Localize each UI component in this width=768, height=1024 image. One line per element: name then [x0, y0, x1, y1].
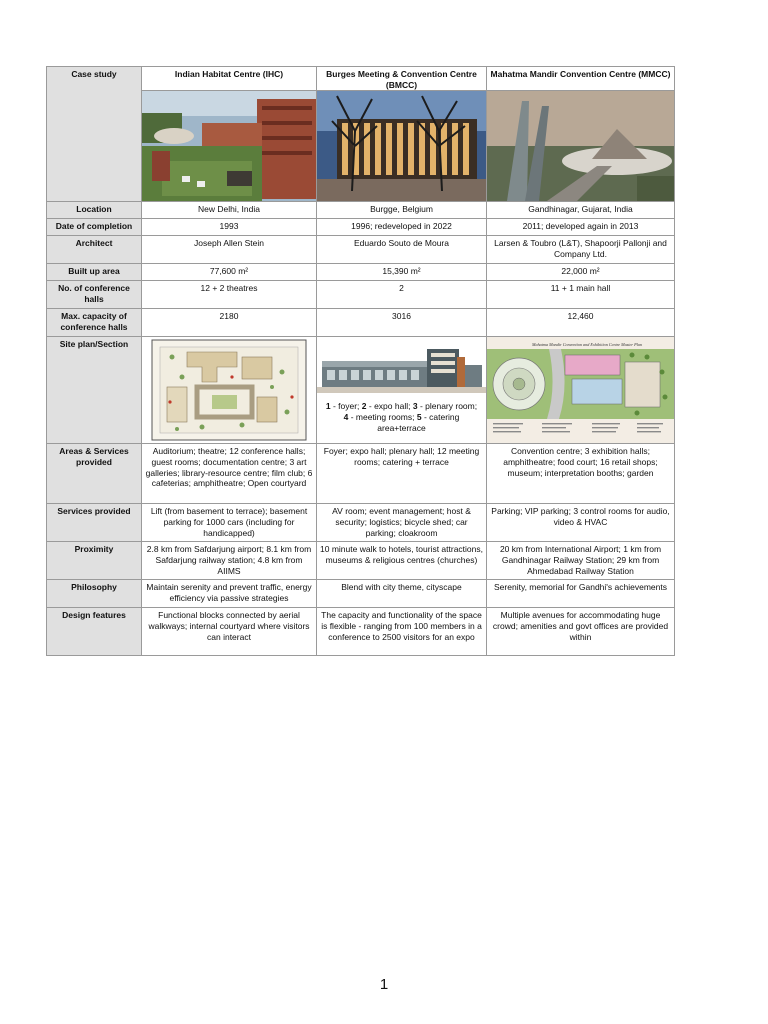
- mmcc-master-plan-cell: [487, 337, 675, 444]
- mmcc-cell: 20 km from International Airport; 1 km from Gandhinagar Railway Station; 29 km from Ahmedabad Railway Station: [487, 542, 675, 580]
- row-label: Built up area: [47, 264, 142, 281]
- ihc-cell: Functional blocks connected by aerial walkways; internal courtyard where visitors can interact: [142, 608, 317, 656]
- header-case-study: Case study: [47, 67, 142, 202]
- table-row: [47, 444, 675, 504]
- row-label: Philosophy: [47, 580, 142, 608]
- ihc-cell: 2180: [142, 309, 317, 337]
- mmcc-cell: 22,000 m²: [487, 264, 675, 281]
- site-plan-row: [47, 337, 675, 444]
- bmcc-cell: 15,390 m²: [317, 264, 487, 281]
- mmcc-cell: Larsen & Toubro (L&T), Shapoorji Pallonji and Company Ltd.: [487, 236, 675, 264]
- photo-row: [47, 91, 675, 202]
- bmcc-section-caption: [317, 397, 486, 433]
- table-row: [47, 281, 675, 309]
- bmcc-cell: Burgge, Belgium: [317, 202, 487, 219]
- caption-text: - expo hall;: [366, 401, 413, 412]
- table-row: [47, 580, 675, 608]
- ihc-cell: 2.8 km from Safdarjung airport; 8.1 km from Safdarjung railway station; 4.8 km from AIIMS: [142, 542, 317, 580]
- mmcc-cell: Gandhinagar, Gujarat, India: [487, 202, 675, 219]
- row-label: No. of conference halls: [47, 281, 142, 309]
- page-number: 1: [379, 976, 389, 993]
- caption-num: 3: [412, 401, 418, 412]
- header-bmcc: Burges Meeting & Convention Centre (BMCC): [317, 67, 487, 91]
- case-study-table: [46, 66, 675, 656]
- row-label: Areas & Services provided: [47, 444, 142, 504]
- bmcc-cell: Eduardo Souto de Moura: [317, 236, 487, 264]
- header-row: [47, 67, 675, 91]
- mmcc-cell: 12,460: [487, 309, 675, 337]
- row-label: Location: [47, 202, 142, 219]
- row-label: Max. capacity of conference halls: [47, 309, 142, 337]
- ihc-cell: Auditorium; theatre; 12 conference halls; guest rooms; documentation centre; 3 art galleries; library-resource centre; film club; 6 cafeterias; amphitheatre; Open courtyard: [142, 444, 317, 504]
- table-row: [47, 264, 675, 281]
- row-label: Date of completion: [47, 219, 142, 236]
- bmcc-section-cell: [317, 337, 487, 444]
- mmcc-cell: Serenity, memorial for Gandhi's achievements: [487, 580, 675, 608]
- bmcc-cell: The capacity and functionality of the space is flexible - ranging from 100 members in a conference to 2500 visitors for an expo: [317, 608, 487, 656]
- bmcc-cell: Blend with city theme, cityscape: [317, 580, 487, 608]
- header-mmcc: Mahatma Mandir Convention Centre (MMCC): [487, 67, 675, 91]
- caption-num: 2: [361, 401, 367, 412]
- header-ihc: Indian Habitat Centre (IHC): [142, 67, 317, 91]
- ihc-cell: New Delhi, India: [142, 202, 317, 219]
- table-row: [47, 202, 675, 219]
- table-row: [47, 542, 675, 580]
- ihc-site-plan-cell: [142, 337, 317, 444]
- table-row: [47, 608, 675, 656]
- row-label: Design features: [47, 608, 142, 656]
- caption-text: - meeting rooms;: [348, 411, 417, 422]
- row-label: Site plan/Section: [47, 337, 142, 444]
- mmcc-cell: Multiple avenues for accommodating huge crowd; amenities and govt offices are provided within: [487, 608, 675, 656]
- row-label: Services provided: [47, 504, 142, 542]
- mmcc-cell: 11 + 1 main hall: [487, 281, 675, 309]
- bmcc-cell: Foyer; expo hall; plenary hall; 12 meeting rooms; catering + terrace: [317, 444, 487, 504]
- ihc-cell: 77,600 m²: [142, 264, 317, 281]
- mmcc-cell: Parking; VIP parking; 3 control rooms for audio, video & HVAC: [487, 504, 675, 542]
- mmcc-plan-title: Mahatma Mandir Convention and Exhibition Centre Master Plan: [532, 342, 642, 348]
- bmcc-photo-cell: [317, 91, 487, 202]
- bmcc-cell: 10 minute walk to hotels, tourist attractions, museums & religious centres (churches): [317, 542, 487, 580]
- ihc-cell: 12 + 2 theatres: [142, 281, 317, 309]
- table-row: [47, 309, 675, 337]
- row-label: Proximity: [47, 542, 142, 580]
- mmcc-photo: [487, 91, 675, 201]
- bmcc-cell: 3016: [317, 309, 487, 337]
- ihc-photo: [142, 91, 317, 201]
- ihc-cell: Joseph Allen Stein: [142, 236, 317, 264]
- caption-num: 1: [325, 401, 331, 412]
- mmcc-cell: Convention centre; 3 exhibition halls; amphitheatre; food court; 16 retail shops; museum; interpretation booths; garden: [487, 444, 675, 504]
- caption-num: 5: [416, 411, 422, 422]
- table-row: [47, 504, 675, 542]
- mmcc-cell: 2011; developed again in 2013: [487, 219, 675, 236]
- table-row: [47, 236, 675, 264]
- bmcc-cell: AV room; event management; host & security; logistics; bicycle shed; car parking; cloakroom: [317, 504, 487, 542]
- mmcc-photo-cell: [487, 91, 675, 202]
- caption-text: - plenary room;: [417, 401, 478, 412]
- ihc-photo-cell: [142, 91, 317, 202]
- bmcc-cell: 2: [317, 281, 487, 309]
- row-label: Architect: [47, 236, 142, 264]
- caption-text: - catering area+terrace: [377, 411, 460, 433]
- caption-num: 4: [343, 411, 349, 422]
- ihc-site-plan: [142, 337, 317, 443]
- mmcc-master-plan: [487, 337, 675, 443]
- ihc-cell: Lift (from basement to terrace); basement parking for 1000 cars (including for handicapped): [142, 504, 317, 542]
- ihc-cell: Maintain serenity and prevent traffic, energy efficiency via passive strategies: [142, 580, 317, 608]
- bmcc-cell: 1996; redeveloped in 2022: [317, 219, 487, 236]
- caption-text: - foyer;: [330, 401, 362, 412]
- bmcc-photo: [317, 91, 487, 201]
- ihc-cell: 1993: [142, 219, 317, 236]
- bmcc-section: [317, 337, 487, 397]
- table-row: [47, 219, 675, 236]
